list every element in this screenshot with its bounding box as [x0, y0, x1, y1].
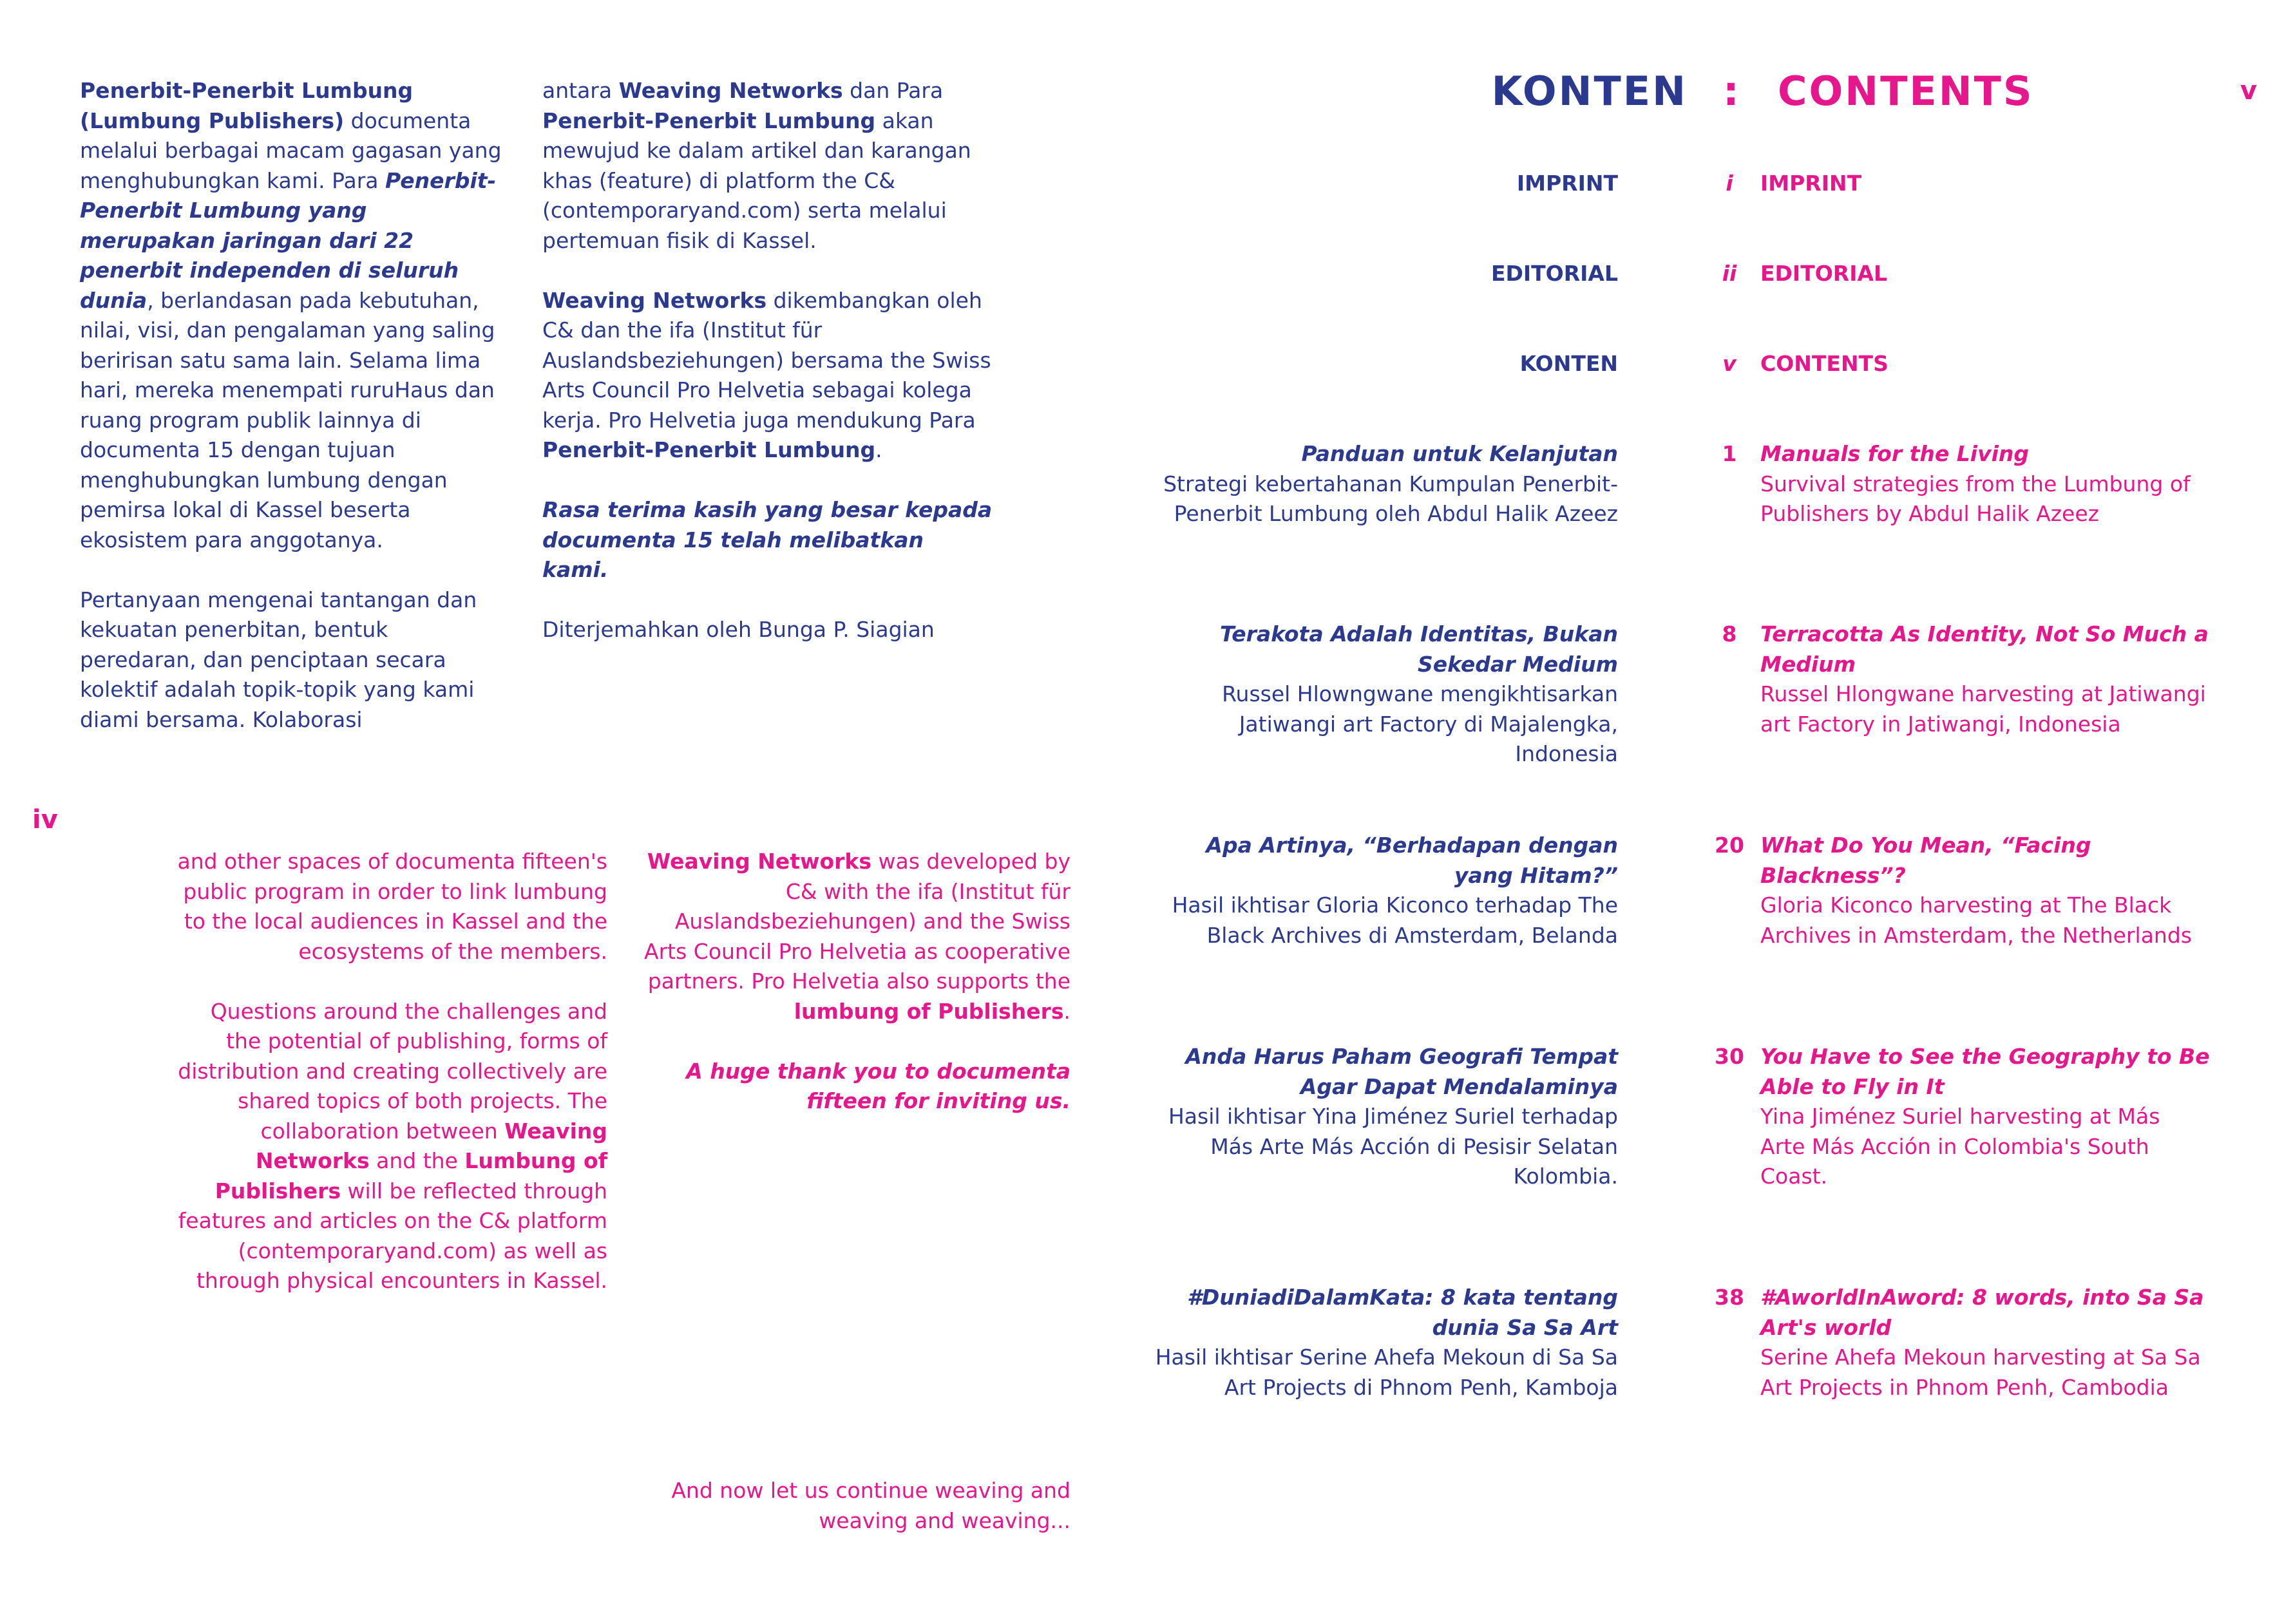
- toc-title-english: IMPRINT: [1760, 171, 1862, 196]
- toc-title-english: Terracotta As Identity, Not So Much a Medium: [1760, 621, 2209, 677]
- english-text-column-1: [173, 847, 607, 1296]
- contents-heading: [1275, 68, 2177, 132]
- heading-english: CONTENTS: [1778, 68, 2034, 115]
- toc-title-indonesian: Panduan untuk Kelanjutan: [1301, 441, 1618, 466]
- paragraph: and other spaces of documenta fifteen's public program in order to link lumbung to the local audiences in Kassel and the ecosystems of the members.: [177, 849, 607, 964]
- toc-title-indonesian: Apa Artinya, “Berhadapan dengan yang Hitam?”: [1206, 833, 1618, 888]
- toc-title-english: What Do You Mean, “Facing Blackness”?: [1760, 833, 2091, 888]
- toc-description-indonesian: Russel Hlowngwane mengikhtisarkan Jatiwangi art Factory di Majalengka, Indonesia: [1222, 681, 1618, 766]
- text: was developed by C& with the ifa (Institut für Auslandsbeziehungen) and the Swiss Arts Council Pro Helvetia as cooperative partners. Pro Helvetia also supports the: [644, 849, 1070, 994]
- toc-title-indonesian: #DuniadiDalamKata: 8 kata tentang dunia Sa Sa Art: [1186, 1285, 1618, 1340]
- text: documenta melalui berbagai macam gagasan yang menghubungkan kami. Para: [80, 108, 502, 193]
- text: will be reflected through features and articles on the C& platform (contemporaryand.com) as well as through physical encounters in Kassel.: [178, 1178, 607, 1293]
- paragraph: Pertanyaan mengenai tantangan dan kekuatan penerbitan, bentuk peredaran, dan penciptaan secara kolektif adalah topik-topik yang kami diami bersama. Kolaborasi: [80, 587, 477, 732]
- translator-credit: Diterjemahkan oleh Bunga P. Siagian: [542, 617, 935, 642]
- emphasis: Weaving Networks: [618, 78, 843, 103]
- emphasis: Penerbit-Penerbit Lumbung yang merupakan jaringan dari 22 penerbit independen di seluruh dunia: [80, 167, 497, 313]
- text: dan Para: [842, 78, 944, 103]
- toc-title-english: You Have to See the Geography to Be Able to Fly in It: [1760, 1044, 2210, 1099]
- text: , berlandasan pada kebutuhan, nilai, visi, dan pengalaman yang saling beririsan satu sama lain. Selama lima hari, mereka menempati ruruHaus dan ruang program publik lainnya di documenta 15 dengan tujuan menghubungkan lumbung dengan pemirsa lokal di Kassel beserta ekosistem para anggotanya.: [80, 287, 495, 552]
- paragraph: [638, 847, 1070, 1026]
- toc-description-indonesian: Hasil ikhtisar Yina Jiménez Suriel terhadap Más Arte Más Acción di Pesisir Selatan Kolombia.: [1168, 1104, 1618, 1189]
- emphasis: Weaving Networks: [542, 287, 767, 313]
- emphasis: Penerbit-Penerbit Lumbung: [542, 108, 876, 133]
- toc-page-number: 8: [1722, 621, 1737, 647]
- toc-page-number: i: [1726, 171, 1733, 196]
- paragraph: [542, 495, 993, 585]
- toc-title-english: Manuals for the Living: [1760, 441, 2030, 466]
- indonesian-text-column-1: [80, 76, 505, 735]
- toc-description-indonesian: Hasil ikhtisar Gloria Kiconco terhadap The Black Archives di Amsterdam, Belanda: [1172, 892, 1618, 948]
- toc-description-english: Gloria Kiconco harvesting at The Black Archives in Amsterdam, the Netherlands: [1760, 892, 2192, 948]
- toc-page-number: 38: [1715, 1285, 1744, 1310]
- paragraph: [542, 286, 993, 466]
- text: antara: [542, 78, 619, 103]
- toc-title-indonesian: Terakota Adalah Identitas, Bukan Sekedar Medium: [1219, 621, 1618, 677]
- toc-title-indonesian: KONTEN: [1519, 351, 1618, 376]
- toc-description-english: Russel Hlongwane harvesting at Jatiwangi art Factory in Jatiwangi, Indonesia: [1760, 681, 2206, 737]
- toc-description-indonesian: Hasil ikhtisar Serine Ahefa Mekoun di Sa Sa Art Projects di Phnom Penh, Kamboja: [1155, 1345, 1618, 1400]
- toc-title-indonesian: EDITORIAL: [1490, 261, 1618, 286]
- acknowledgement: Rasa terima kasih yang besar kepada documenta 15 telah melibatkan kami.: [542, 497, 993, 582]
- text: dikembangkan oleh C& dan the ifa (Institut für Auslandsbeziehungen) bersama the Swiss Arts Council Pro Helvetia sebagai kolega kerja. Pro Helvetia juga mendukung Para: [542, 287, 991, 433]
- toc-page-number: 1: [1722, 441, 1737, 466]
- acknowledgement: A huge thank you to documenta fifteen for inviting us.: [686, 1058, 1070, 1113]
- paragraph: [80, 76, 505, 555]
- closing-line: [638, 1476, 1070, 1536]
- toc-description-indonesian: Strategi kebertahanan Kumpulan Penerbit-Penerbit Lumbung oleh Abdul Halik Azeez: [1163, 471, 1618, 526]
- emphasis: Weaving Networks: [255, 1118, 607, 1173]
- toc-description-english: Serine Ahefa Mekoun harvesting at Sa Sa Art Projects in Phnom Penh, Cambodia: [1760, 1345, 2201, 1400]
- text: .: [875, 437, 882, 462]
- text: akan mewujud ke dalam artikel dan karangan khas (feature) di platform the C& (contemporaryand.com) serta melalui pertemuan fisik di Kassel.: [542, 108, 971, 253]
- text: Questions around the challenges and the potential of publishing, forms of distribution and creating collectively are shared topics of both projects. The collaboration between: [178, 998, 607, 1144]
- indonesian-text-column-2: [542, 76, 993, 645]
- emphasis: Lumbung of Publishers: [214, 1148, 607, 1204]
- english-text-column-2: [638, 847, 1070, 1117]
- emphasis: Penerbit-Penerbit Lumbung (Lumbung Publishers): [80, 78, 414, 133]
- toc-description-english: Survival strategies from the Lumbung of Publishers by Abdul Halik Azeez: [1760, 471, 2191, 526]
- page-number-left: iv: [32, 805, 58, 835]
- emphasis: lumbung of Publishers: [794, 998, 1064, 1024]
- text: .: [1063, 998, 1070, 1024]
- paragraph: [173, 997, 607, 1296]
- heading-separator: :: [1723, 68, 1741, 115]
- emphasis: Penerbit-Penerbit Lumbung: [542, 437, 876, 462]
- heading-indonesian: KONTEN: [1491, 68, 1688, 115]
- emphasis: Weaving Networks: [647, 849, 871, 874]
- toc-title-indonesian: IMPRINT: [1516, 171, 1618, 196]
- toc-page-number: v: [1722, 351, 1736, 376]
- toc-page-number: 30: [1715, 1044, 1744, 1069]
- toc-title-english: EDITORIAL: [1760, 261, 1888, 286]
- toc-page-number: ii: [1722, 261, 1737, 286]
- toc-description-english: Yina Jiménez Suriel harvesting at Más Arte Más Acción in Colombia's South Coast.: [1760, 1104, 2160, 1189]
- paragraph: And now let us continue weaving and weaving and weaving...: [671, 1478, 1070, 1533]
- toc-title-indonesian: Anda Harus Paham Geografi Tempat Agar Dapat Mendalaminya: [1185, 1044, 1618, 1099]
- text: and the: [369, 1148, 465, 1173]
- paragraph: [638, 1057, 1070, 1117]
- toc-title-english: CONTENTS: [1760, 351, 1889, 376]
- paragraph: [542, 76, 993, 256]
- toc-title-english: #AworldInAword: 8 words, into Sa Sa Art's world: [1760, 1285, 2204, 1340]
- toc-page-number: 20: [1715, 833, 1744, 858]
- page-number-right: v: [2240, 76, 2258, 106]
